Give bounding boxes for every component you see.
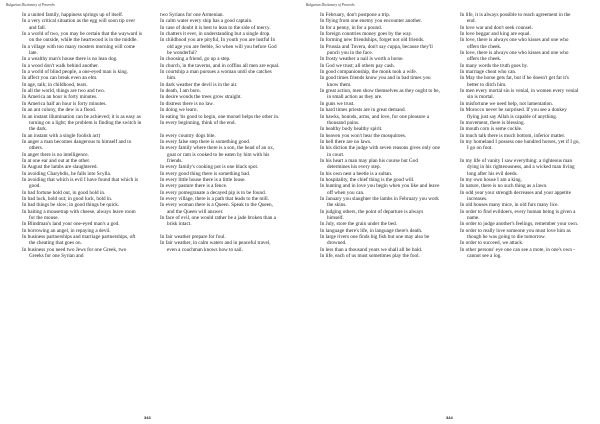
proverb-entry: In January you slaughter the lambs in February you work the skins. <box>320 195 439 209</box>
page-number: 343 <box>144 415 151 420</box>
proverb-entry: In avoiding Charybdis, he falls into Scylla. <box>22 170 112 177</box>
proverb-entry: In May the horse gets fat, but if he doesn't get fat it's better to ditch him. <box>460 75 569 88</box>
proverb-entry: In order to succeed, we attack. <box>460 240 524 247</box>
proverb-entry: In hunting and in love you begin when you like and leave off when you can. <box>320 183 440 196</box>
proverb-entry: In dark weather the devil is in the air. <box>160 81 238 88</box>
proverb-entry: In every country dogs bite. <box>160 132 216 139</box>
proverb-entry: In choosing a friend, go up a step. <box>160 56 231 63</box>
right-page <box>300 0 600 424</box>
proverb-entry: In avoiding that which is evil I have found that which is good. <box>22 176 138 190</box>
proverb-entry: In borrowing an angel, in repaying a devil. <box>22 227 111 234</box>
proverb-entry: In movement, there is blessing. <box>460 119 525 126</box>
proverb-entry: In Morocco never be surprised. If you see a donkey flying just say Allah is capable of anything. <box>460 107 567 120</box>
proverb-entry: In at one ear and out at the other. <box>22 157 91 164</box>
left-columns <box>0 12 300 408</box>
proverb-entry: In love, there is always one who kisses and one who offers the cheek. <box>460 37 569 50</box>
proverb-entry: In guns we trust. <box>320 100 355 107</box>
proverb-entry: In nature, there is no such thing as a lawn. <box>460 183 548 190</box>
proverb-entry: In courtship a man pursues a woman until she catches him. <box>160 69 272 82</box>
proverb-entry: In mouth corn is seme cockle. <box>460 126 523 133</box>
proverb-entry: In for a penny, in for a pound. <box>320 24 383 31</box>
proverb-entry: In men every mortal sin is venial, in women every venial sin is mortal. <box>460 88 579 101</box>
proverb-entry: In Blindman's land your one-eyed man's a god. <box>22 221 120 228</box>
proverb-entry: In a wealthy man's house there is no lean dog. <box>22 56 118 63</box>
left-column-1 <box>22 12 142 259</box>
proverb-entry: In affect you can break even an elm. <box>22 75 98 82</box>
proverb-entry: In bad luck, hold out; in good luck, hold in. <box>22 195 113 202</box>
proverb-entry: In an instant with a single foolish act) <box>22 132 101 139</box>
proverb-entry: In every family's cooking pot is one black spot. <box>160 164 259 171</box>
proverb-entry: In his own nest a beetle is a sultan. <box>320 170 393 177</box>
proverb-entry: In good times friends know you and in bad times you know them. <box>320 75 431 88</box>
proverb-entry: In love war and don't seek counsel. <box>460 24 533 31</box>
proverb-entry: In eating 'tis good to begin, one morsel helps the other in. <box>160 113 280 120</box>
proverb-entry: In calm water every ship has a good captain. <box>160 18 253 25</box>
proverb-entry: In misfortune we need help, not lamentation. <box>460 100 554 107</box>
proverb-entry: In a wood don't walk behind another. <box>22 62 99 69</box>
proverb-entry: In every good thing there is something bad. <box>160 170 251 177</box>
proverb-entry: In every false step there is something good. <box>160 138 251 145</box>
proverb-entry: In his heart a man may plan his course but God determines his every step. <box>320 157 418 171</box>
right-columns <box>300 12 600 408</box>
proverb-entry: In baiting a mousetrap with cheese, always leave room for the mouse. <box>22 208 136 221</box>
proverb-entry: In an ant colony, the dew is a flood. <box>22 107 96 114</box>
running-head: Bulgarian Dictionary of Proverbs <box>6 3 55 7</box>
proverb-entry: In childhood you are pityful, In youth you are lustful In old age you are feeble, So when will you before God be wonderful? <box>160 37 277 57</box>
proverb-entry: In large rivers one finds big fish but one may also be drowned. <box>320 234 430 247</box>
proverb-entry: In life, each of us must sometimes play the fool. <box>320 253 420 260</box>
proverb-entry: In every pomegranate a decayed pip is to be found. <box>160 189 267 196</box>
proverb-entry: In America half an hour is forty minutes. <box>22 100 107 107</box>
proverb-entry: In church, in the taverns, and in coffins all men are equal. <box>160 62 280 69</box>
proverb-entry: In distress there is no law. <box>160 100 214 107</box>
proverb-entry: In life, it is always possible to reach agreement in the end. <box>460 12 571 25</box>
proverb-entry: In many words the truth goes by. <box>460 62 529 69</box>
proverb-entry: In forming new friendships, forget not old friends. <box>320 37 425 44</box>
proverb-entry: In marriage cheat who can. <box>460 69 517 76</box>
proverb-entry: In every little house there is a little louse. <box>160 176 246 183</box>
proverb-entry: In order to judge another's feelings, remember your own. <box>460 221 579 228</box>
proverb-entry: In my life of vanity I saw everything: a righteous man dying in his righteousness, and a wicked man living long after his evil deeds. <box>460 157 575 177</box>
proverb-entry: In foreign countries money goes by the way. <box>320 31 413 38</box>
proverb-entry: In every pasture there is a fence. <box>160 183 228 190</box>
proverb-entry: In hospitality, the chief thing is the good will. <box>320 176 415 183</box>
proverb-entry: In America an hour is forty minutes. <box>22 94 98 101</box>
proverb-entry: In business partnerships and marriage partnerships, oft the cheating that goes on. <box>22 234 136 247</box>
proverb-entry: In every village, there is a path that leads to the mill. <box>160 195 270 202</box>
proverb-entry: In a village with too many roosters morning will come late. <box>22 43 136 57</box>
proverb-entry: In fair weather prepare for foul. <box>160 234 226 241</box>
proverb-entry: In August the lambs are slaughtered. <box>22 164 98 171</box>
proverb-entry: In old houses many mice, in old furs many lice. <box>460 202 559 209</box>
proverb-entry: In anger there is no intelligence. <box>22 151 89 158</box>
proverb-entry: In face of evil, one would rather be a jade broken than a brisk intact. <box>160 215 276 228</box>
proverb-entry: In bad things be slow; in good things be quick. <box>22 202 120 209</box>
proverb-entry: In every woman there is a Queen. Speak to the Queen, and the Queen will answer. <box>160 202 273 215</box>
proverb-entry: two Syrians for one Armenian. <box>160 12 224 18</box>
right-column-1 <box>320 12 440 259</box>
proverb-entry: In healthy body healthy spirit. <box>320 126 383 133</box>
proverb-entry: In great action, men show themselves as they ought to be, in small action as they are. <box>320 88 440 101</box>
proverb-entry: In doing we learn. <box>160 107 198 114</box>
proverb-entry: In other persons' eye one can see a mote, in one's own - cannot see a log. <box>460 246 575 260</box>
proverb-entry: In every family where there is a son, the head of an ox, goat or ram is cooked to be eaten by him with his friends. <box>160 145 275 164</box>
page-number: 344 <box>446 415 453 420</box>
proverb-entry: In love, there is always one who kisses and one who offers the cheek. <box>460 50 569 63</box>
proverb-entry: In flying from one enemy you encounter another. <box>320 18 422 25</box>
proverb-entry: In a world of blind people, a one-eyed man is king. <box>22 69 129 76</box>
proverb-entry: In less than a thousand years we shall all be bald. <box>320 246 423 253</box>
proverb-entry: In death, I am born. <box>160 88 201 95</box>
proverb-entry: In every beginning, think of the end. <box>160 119 236 126</box>
proverb-entry: In my homeland I possess one hundred horses, yet if I go, I go on foot. <box>460 138 580 152</box>
right-column-2 <box>460 12 580 259</box>
proverb-entry: In hawks, hounds, arms, and love, for one pleasure a thousand pains. <box>320 113 430 126</box>
running-head: Bulgarian Dictionary of Proverbs <box>306 3 355 7</box>
proverb-entry: In chatters it ever, in understanding but a single drop. <box>160 31 271 38</box>
proverb-entry: In a very critical situation as the egg will soon tip over and fall. <box>22 18 136 31</box>
proverb-entry: In fair weather, in calm waters and in peaceful travel, even a coachman knows how to sail. <box>160 240 271 253</box>
proverb-entry: In July, store the grain under the bed. <box>320 221 398 228</box>
proverb-entry: In love beggar and king are equal. <box>460 31 531 38</box>
proverb-entry: In Prussia and Tuvera, don't say cuppa, because they'll punch you in the face. <box>320 43 433 57</box>
proverb-entry: In hard times priests are in great demand. <box>320 107 406 114</box>
proverb-entry: In judging others, the point of departure is always himself. <box>320 208 424 221</box>
proverb-entry: In heaven you won't hear the mosquitoes. <box>320 132 407 139</box>
proverb-entry: In much talk there is much bottom, inferior matter. <box>460 132 566 139</box>
proverb-entry: In his diction the judge with seven reasons gives only one in court. <box>320 145 440 158</box>
proverb-entry: In age, talk; in childhood, tears. <box>22 81 88 88</box>
proverb-entry: In desire wonds the trees grow straight. <box>160 94 242 101</box>
proverb-entry: In all the world, things are two and two. <box>22 88 105 95</box>
proverb-entry: In odd year your strength decreases and your appetite increases. <box>460 189 571 202</box>
proverb-entry: In language there's life, in language there's death. <box>320 227 423 234</box>
proverb-entry: In business you need two Jews for one Greek, two Greeks for one Syrian and <box>22 246 127 260</box>
proverb-entry: In a world of two, you may be certain that the wayward is on the outside, while the heartwood is in the middle. <box>22 31 142 44</box>
proverb-entry: In a united family, happiness springs up of itself. <box>22 12 124 18</box>
proverb-entry: In anger a man becomes dangerous to himself and to others. <box>22 138 132 152</box>
proverb-entry: In an instant illumination can be achieved; it is as easy as turning on a light; the problem is finding the switch in the dark. <box>22 113 142 133</box>
proverb-entry: In good companionship, the monk took a wife. <box>320 69 417 76</box>
proverb-entry: In case of doubt it is best to lean to the side of mercy. <box>160 24 271 31</box>
proverb-entry: In frosty weather a nail is worth a horse. <box>320 56 404 63</box>
proverb-entry: In hell there are no laws. <box>320 138 372 145</box>
proverb-entry: In bad fortune hold out, in good hold in. <box>22 189 106 196</box>
proverb-entry: In my own house I am a king. <box>460 176 522 183</box>
proverb-entry: In order to find evildoers, every human being is given a name. <box>460 208 576 221</box>
proverb-entry: In February, don't postpone a trip. <box>320 12 391 18</box>
proverb-entry: In God we trust; all others pay cash. <box>320 62 395 69</box>
left-column-2 <box>160 12 280 253</box>
proverb-entry: In order to really love someone you must love him as though he was going to die tomorrow. <box>460 227 571 241</box>
